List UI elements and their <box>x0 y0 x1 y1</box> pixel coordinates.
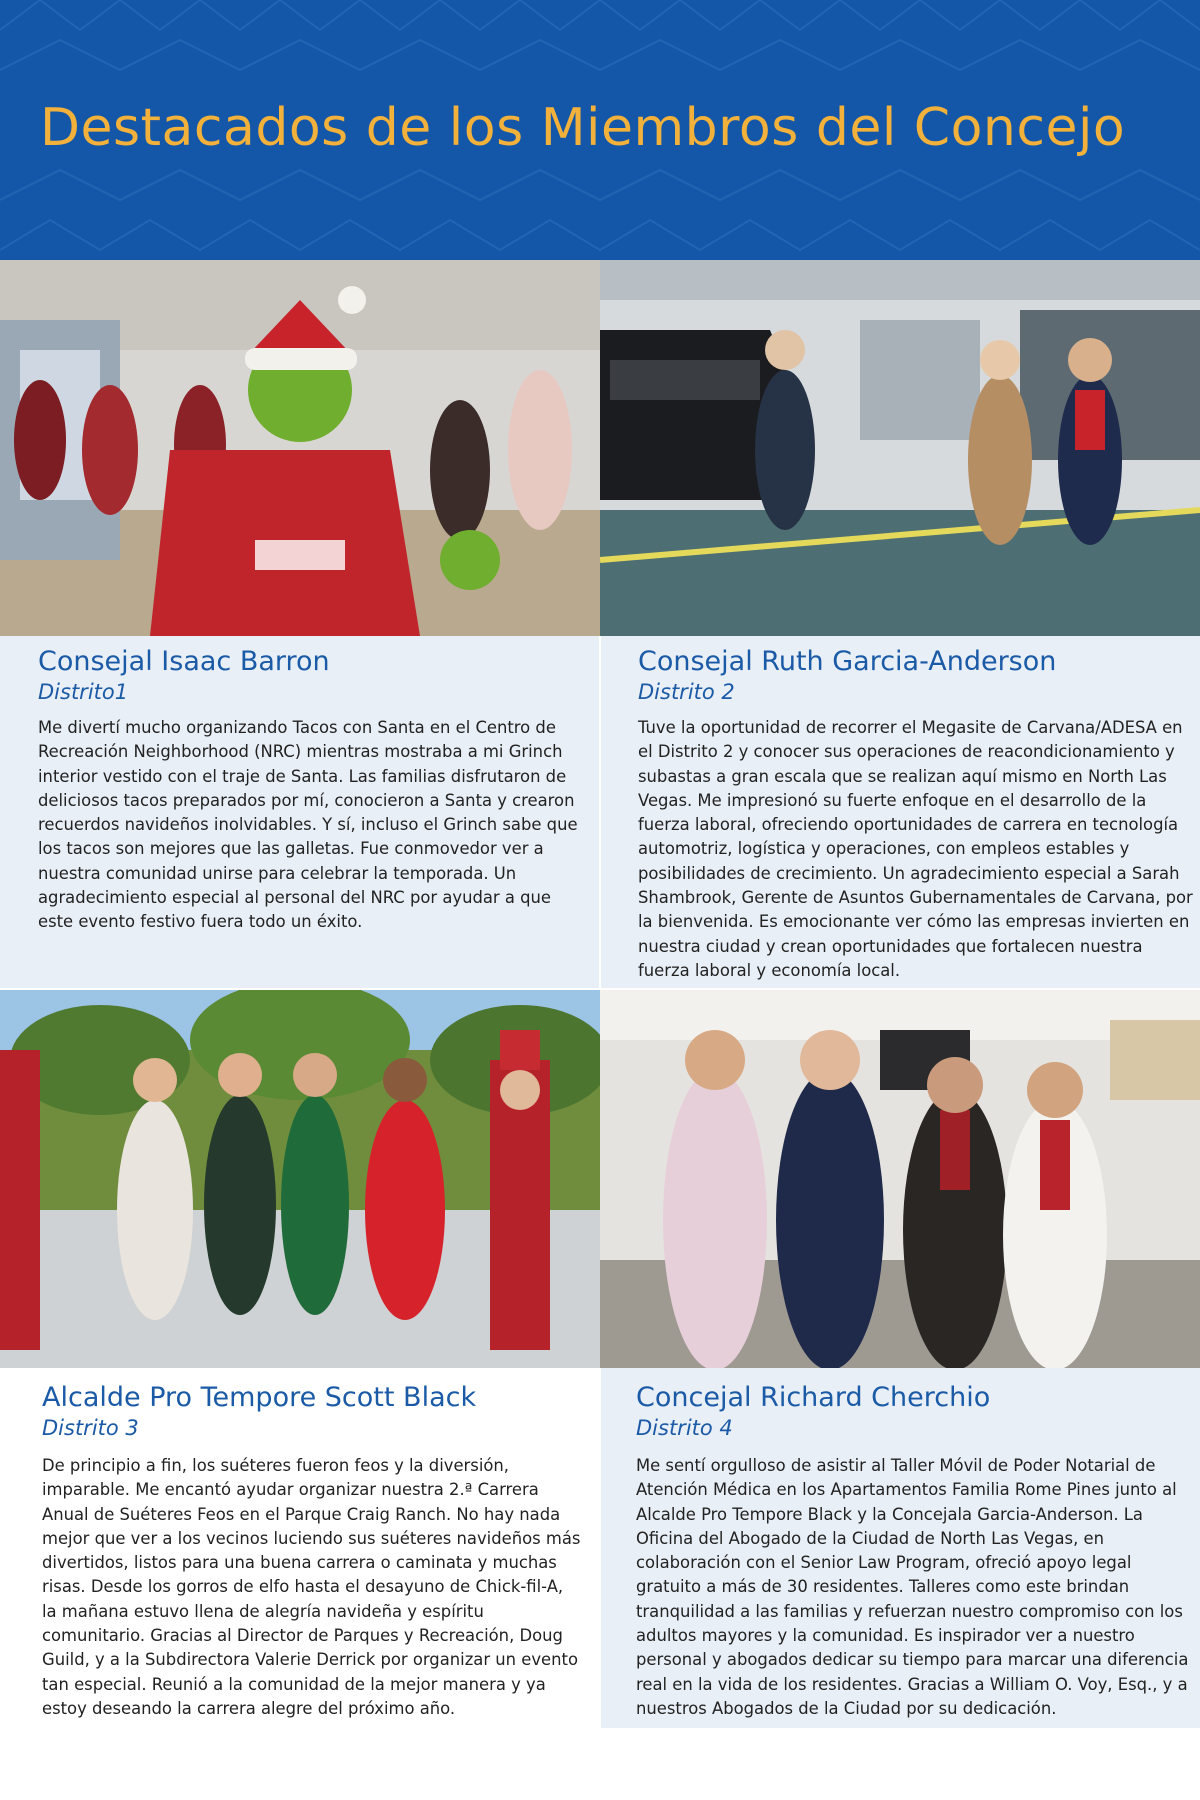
photo-legal-workshop <box>600 990 1200 1368</box>
photo-ugly-sweater-run <box>0 990 600 1368</box>
councilmember-name: Consejal Isaac Barron <box>38 646 330 677</box>
district-label: Distrito1 <box>38 680 129 704</box>
highlight-body: Tuve la oportunidad de recorrer el Megasite de Carvana/ADESA en el Distrito 2 y conocer sus operaciones de reacondicionamiento y subastas a gran escala que se realizan aquí mismo en North Las Vegas. Me impresionó su fuerte enfoque en el desarrollo de la fuerza laboral, ofreciendo oportunidades de carrera en tecnología automotriz, logística y operaciones, con empleos estables y posibilidades de crecimiento. Un agradecimiento especial a Sarah Shambrook, Gerente de Asuntos Gubernamentales de Carvana, por la bienvenida. Es emocionante ver cómo las empresas invierten en nuestra ciudad y crean oportunidades que fortalecen nuestra fuerza laboral y economía local. <box>638 718 1193 980</box>
highlight-card-district-2 <box>601 636 1200 988</box>
highlight-body: De principio a fin, los suéteres fueron feos y la diversión, imparable. Me encantó ayudar organizar nuestra 2.ª Carrera Anual de Suéteres Feos en el Parque Craig Ranch. No hay nada mejor que ver a los vecinos luciendo sus suéteres navideños más divertidos, listos para una buena carrera o caminata y muchas risas. Desde los gorros de elfo hasta el desayuno de Chick-fil-A, la mañana estuvo llena de alegría navideña y espíritu comunitario. Gracias al Director de Parques y Recreación, Doug Guild, y a la Subdirectora Valerie Derrick por organizar un evento tan especial. Reunió a la comunidad de la mejor manera y ya estoy deseando la carrera alegre del próximo año. <box>42 1456 581 1718</box>
highlight-body: Me sentí orgulloso de asistir al Taller Móvil de Poder Notarial de Atención Médica en los Apartamentos Familia Rome Pines junto al Alcalde Pro Tempore Black y la Concejala Garcia-Anderson. La Oficina del Abogado de la Ciudad de North Las Vegas, en colaboración con el Senior Law Program, ofreció apoyo legal gratuito a más de 30 residentes. Talleres como este brindan tranquilidad a las familias y refuerzan nuestro compromiso con los adultos mayores y la comunidad. Es inspirador ver a nuestro personal y abogados dedicar su tiempo para marcar una diferencia real en la vida de los residentes. Gracias a William O. Voy, Esq., y a nuestros Abogados de la Ciudad por su dedicación. <box>636 1456 1189 1718</box>
photo-carvana-tour <box>600 260 1200 636</box>
councilmember-name: Alcalde Pro Tempore Scott Black <box>42 1382 477 1413</box>
header-banner <box>0 0 1200 260</box>
district-label: Distrito 2 <box>638 680 735 704</box>
page-title: Destacados de los Miembros del Concejo <box>40 98 1126 158</box>
councilmember-name: Concejal Richard Cherchio <box>636 1382 991 1413</box>
highlight-card-district-3 <box>0 1368 599 1728</box>
photo-tacos-con-santa <box>0 260 600 636</box>
highlight-card-district-4 <box>601 1368 1200 1728</box>
district-label: Distrito 4 <box>636 1416 733 1440</box>
highlight-card-district-1 <box>0 636 599 988</box>
highlight-body: Me divertí mucho organizando Tacos con Santa en el Centro de Recreación Neighborhood (NRC) mientras mostraba a mi Grinch interior vestido con el traje de Santa. Las familias disfrutaron de deliciosos tacos preparados por mí, conocieron a Santa y crearon recuerdos navideños inolvidables. Y sí, incluso el Grinch sabe que los tacos son mejores que las galletas. Fue conmovedor ver a nuestra comunidad unirse para celebrar la temporada. Un agradecimiento especial al personal del NRC por ayudar a que este evento festivo fuera todo un éxito. <box>38 718 578 932</box>
district-label: Distrito 3 <box>42 1416 139 1440</box>
councilmember-name: Consejal Ruth Garcia-Anderson <box>638 646 1057 677</box>
